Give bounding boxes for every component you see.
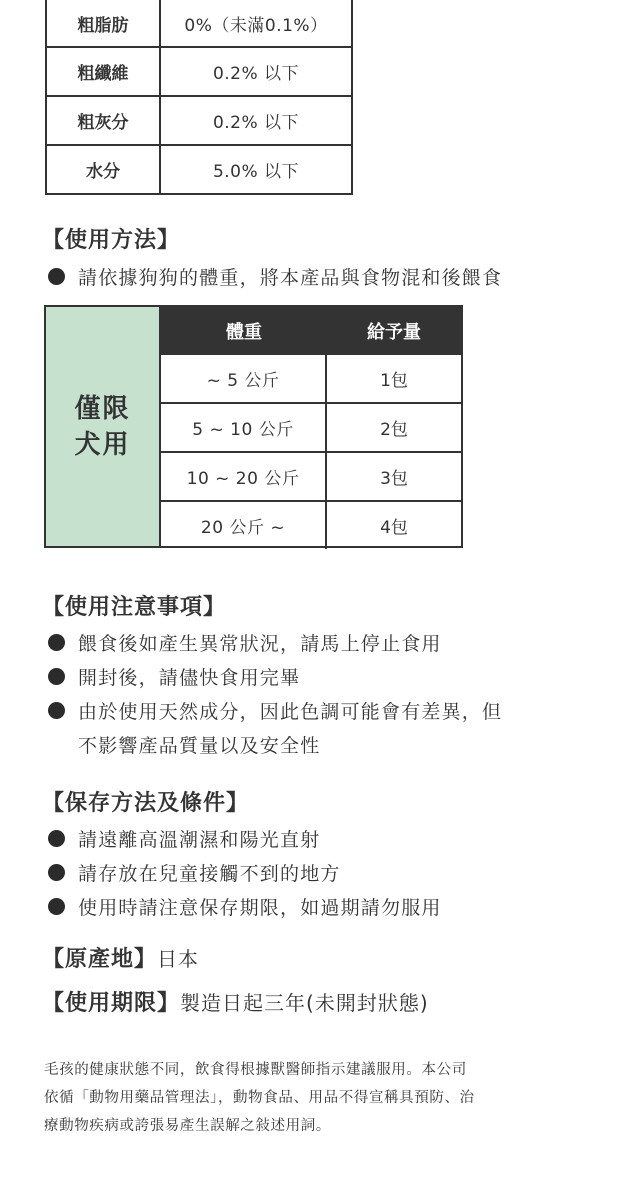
bullet-dot-icon	[48, 898, 65, 915]
header-amount: 給予量	[367, 322, 421, 343]
table-row	[161, 355, 461, 402]
feeding-table-header	[161, 307, 461, 355]
caution-text: 餵食後如產生異常狀況，請馬上停止食用	[78, 633, 442, 655]
list-item	[48, 825, 320, 852]
table-row	[161, 451, 461, 500]
nutrition-label: 粗灰分	[47, 97, 161, 144]
storage-text: 使用時請注意保存期限，如過期請勿服用	[78, 897, 442, 919]
expiry-line	[42, 986, 429, 1017]
table-row	[161, 500, 461, 549]
amount-cell: 4包	[380, 518, 408, 538]
nutrition-label: 水分	[47, 146, 161, 193]
caution-text: 由於使用天然成分，因此色調可能會有差異，但	[78, 701, 503, 723]
disclaimer-line3: 療動物疾病或誇張易產生誤解之敍述用詞。	[44, 1118, 331, 1134]
weight-cell: 5 ~ 10 公斤	[161, 404, 327, 451]
nutrition-row	[47, 46, 351, 95]
bullet-dot-icon	[48, 268, 65, 285]
dog-only-line2: 犬用	[74, 429, 131, 460]
nutrition-row	[47, 95, 351, 144]
amount-cell: 2包	[380, 420, 408, 440]
cautions-title: 【使用注意事項】	[42, 595, 227, 620]
expiry-title: 【使用期限】	[42, 991, 181, 1016]
usage-title: 【使用方法】	[42, 228, 181, 253]
bullet-dot-icon	[48, 634, 65, 651]
nutrition-label: 粗纖維	[47, 48, 161, 95]
dog-only-label	[46, 307, 161, 546]
bullet-dot-icon	[48, 830, 65, 847]
expiry-value: 製造日起三年(未開封狀態)	[180, 991, 429, 1015]
origin-value: 日本	[157, 947, 200, 971]
table-row	[161, 402, 461, 451]
weight-cell: ~ 5 公斤	[161, 355, 327, 402]
list-item	[48, 893, 442, 920]
usage-bullet	[48, 263, 502, 290]
nutrition-label: 粗脂肪	[47, 0, 161, 46]
nutrition-row	[47, 0, 351, 46]
storage-text: 請存放在兒童接觸不到的地方	[78, 863, 341, 885]
weight-cell: 20 公斤 ~	[161, 502, 327, 549]
header-weight: 體重	[226, 322, 262, 343]
list-item	[48, 629, 442, 656]
disclaimer-line1: 毛孩的健康狀態不同，飲食得根據獸醫師指示建議服用。本公司	[44, 1062, 467, 1078]
dog-only-line1: 僅限	[74, 393, 131, 424]
feeding-table-body	[161, 355, 461, 546]
usage-bullet-text: 請依據狗狗的體重，將本產品與食物混和後餵食	[78, 267, 503, 289]
storage-text: 請遠離高溫潮濕和陽光直射	[78, 829, 321, 851]
nutrition-value: 0.2% 以下	[212, 113, 300, 133]
bullet-dot-icon	[48, 702, 65, 719]
caution-text-continued: 不影響產品質量以及安全性	[78, 735, 321, 757]
list-item	[48, 663, 300, 690]
nutrition-value: 5.0% 以下	[212, 162, 300, 182]
nutrition-table	[45, 0, 353, 195]
storage-title: 【保存方法及條件】	[42, 791, 250, 816]
nutrition-row	[47, 144, 351, 193]
weight-cell: 10 ~ 20 公斤	[161, 453, 327, 500]
amount-cell: 1包	[380, 371, 408, 391]
amount-cell: 3包	[380, 469, 408, 489]
bullet-dot-icon	[48, 864, 65, 881]
bullet-dot-icon	[48, 668, 65, 685]
origin-title: 【原產地】	[42, 947, 158, 972]
list-item	[48, 859, 341, 886]
origin-line	[42, 942, 199, 973]
feeding-table	[44, 305, 463, 548]
caution-text: 開封後，請儘快食用完畢	[78, 667, 301, 689]
dashed-divider	[44, 1036, 566, 1039]
disclaimer-line2: 依循「動物用藥品管理法」，動物食品、用品不得宣稱具預防、治	[44, 1090, 475, 1106]
nutrition-value: 0%（未滿0.1%）	[184, 15, 328, 36]
nutrition-value: 0.2% 以下	[212, 64, 300, 84]
list-item	[48, 697, 502, 724]
